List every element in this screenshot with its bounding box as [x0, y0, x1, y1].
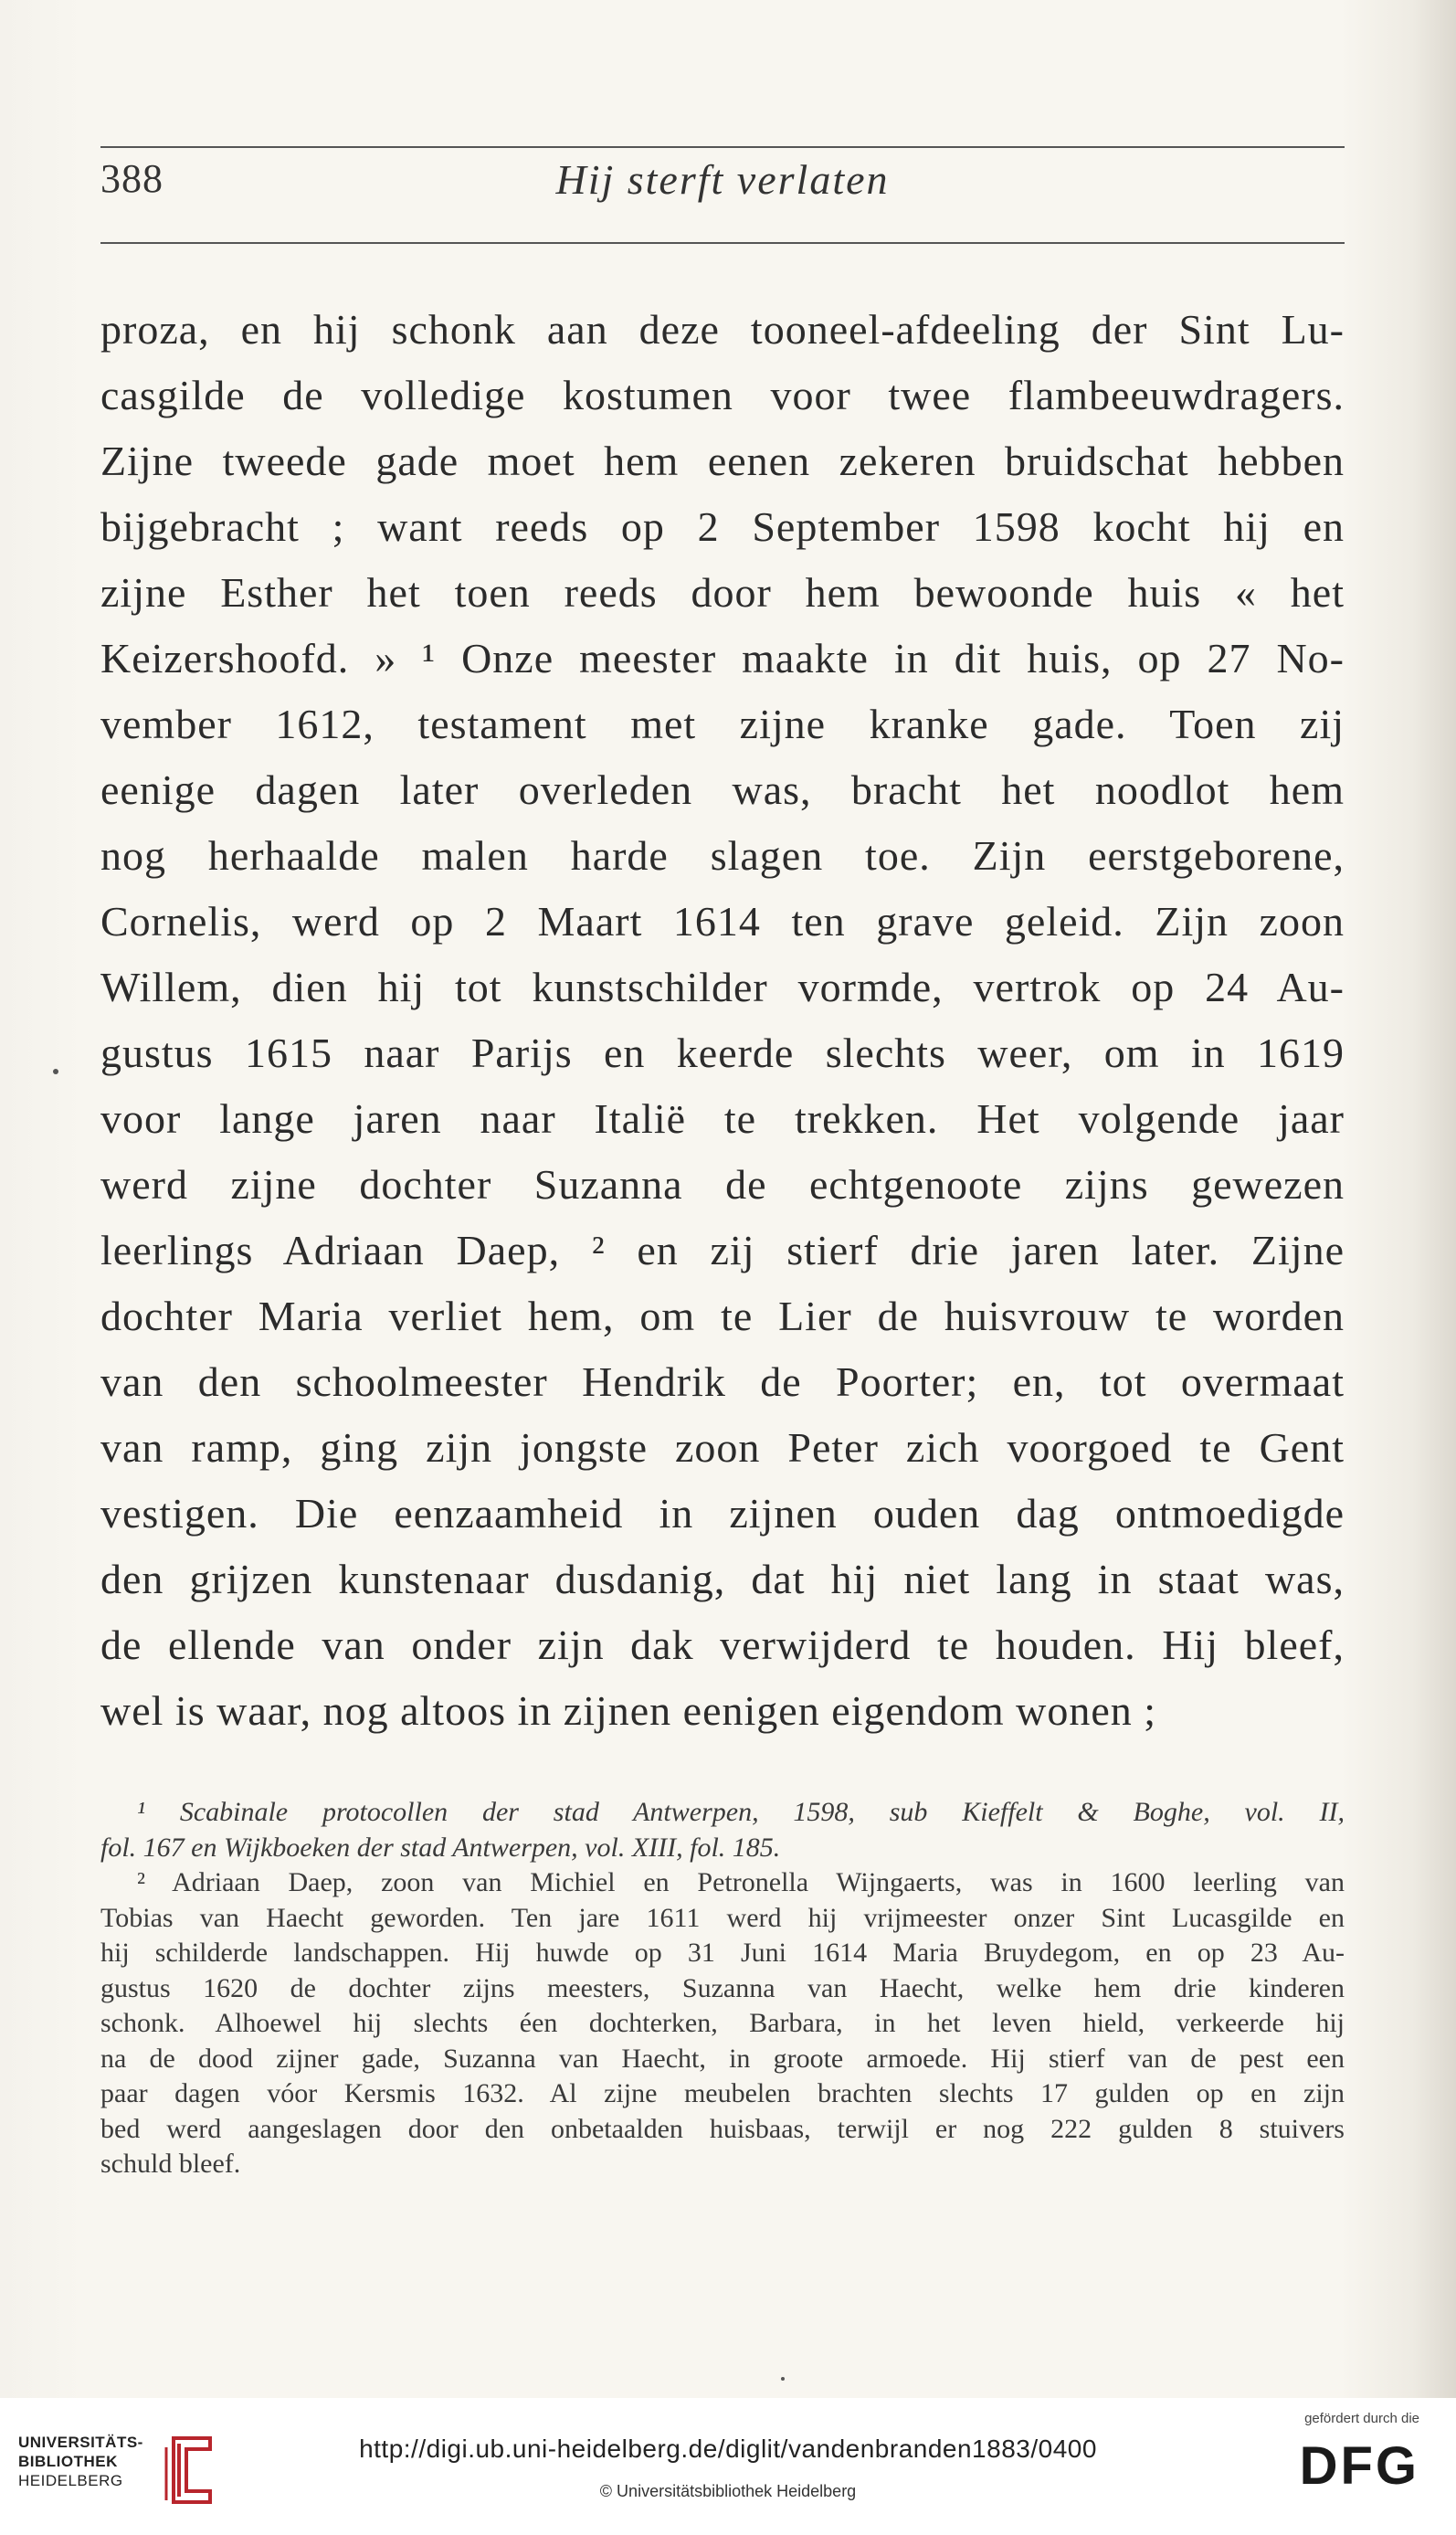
dfg-logo: DFG	[1299, 2436, 1419, 2496]
header-bottom-rule	[100, 242, 1345, 244]
page-number: 388	[100, 156, 164, 201]
library-name-line: HEIDELBERG	[18, 2472, 123, 2489]
footnote-2-line: schuld bleef.	[100, 2149, 241, 2179]
library-name-line: BIBLIOTHEK	[18, 2453, 118, 2470]
body-line: casgilde de volledige kostumen voor twee flambeeuwdragers.	[100, 372, 1345, 418]
body-line: dochter Maria verliet hem, om te Lier de huisvrouw te worden	[100, 1293, 1345, 1339]
funder-note: gefördert durch die	[1304, 2411, 1419, 2426]
source-url-link[interactable]: http://digi.ub.uni-heidelberg.de/diglit/vandenbranden1883/0400	[359, 2435, 1097, 2463]
footnotes	[100, 1795, 1345, 2182]
header-top-rule	[100, 146, 1345, 148]
footnote-2-line: bed werd aangeslagen door den onbetaalden huisbaas, terwijl er nog 222 gulden 8 stuivers	[100, 2113, 1345, 2144]
body-text	[100, 297, 1345, 1744]
footnote-2-line: paar dagen vóor Kersmis 1632. Al zijne meubelen brachten slechts 17 gulden op en zijn	[100, 2078, 1345, 2108]
body-line: den grijzen kunstenaar dusdanig, dat hij niet lang in staat was,	[100, 1556, 1345, 1602]
body-line: van ramp, ging zijn jongste zoon Peter zich voorgoed te Gent	[100, 1424, 1345, 1471]
body-line: Keizershoofd. » ¹ Onze meester maakte in dit huis, op 27 No-	[100, 635, 1345, 681]
body-line: proza, en hij schonk aan deze tooneel-afdeeling der Sint Lu-	[100, 306, 1345, 353]
scan-speck	[53, 1069, 58, 1074]
running-head	[100, 155, 1345, 228]
body-line: wel is waar, nog altoos in zijnen eenigen eigendom wonen ;	[100, 1687, 1157, 1734]
body-line: voor lange jaren naar Italië te trekken. Het volgende jaar	[100, 1095, 1345, 1142]
footnote-2-line: na de dood zijner gade, Suzanna van Haecht, in groote armoede. Hij stierf van de pest een	[100, 2043, 1345, 2074]
body-line: Willem, dien hij tot kunstschilder vormde, vertrok op 24 Au-	[100, 964, 1345, 1010]
digitization-footer	[0, 2398, 1456, 2535]
footnote-2-line: gustus 1620 de dochter zijns meesters, Suzanna van Haecht, welke hem drie kinderen	[100, 1972, 1345, 2003]
copyright-notice: © Universitätsbibliothek Heidelberg	[599, 2482, 857, 2500]
body-line: zijne Esther het toen reeds door hem bewoonde huis « het	[100, 569, 1345, 616]
body-line: van den schoolmeester Hendrik de Poorter; en, tot overmaat	[100, 1358, 1345, 1405]
body-line: de ellende van onder zijn dak verwijderd te houden. Hij bleef,	[100, 1621, 1345, 1668]
footnote-2-line: hij schilderde landschappen. Hij huwde op 31 Juni 1614 Maria Bruydegom, en op 23 Au-	[100, 1938, 1345, 1968]
running-title: Hij sterft verlaten	[555, 156, 890, 203]
funder-block	[1255, 2409, 1419, 2519]
scan-speck	[781, 2377, 785, 2381]
body-line: leerlings Adriaan Daep, ² en zij stierf drie jaren later. Zijne	[100, 1227, 1345, 1273]
body-line: gustus 1615 naar Parijs en keerde slechts weer, om in 1619	[100, 1030, 1345, 1076]
body-line: vember 1612, testament met zijne kranke gade. Toen zij	[100, 701, 1345, 747]
footnote-2-line: ² Adriaan Daep, zoon van Michiel en Petronella Wijngaerts, was in 1600 leerling van	[137, 1867, 1345, 1897]
body-line: eenige dagen later overleden was, bracht het noodlot hem	[100, 766, 1345, 813]
library-name-line: UNIVERSITÄTS-	[18, 2434, 143, 2451]
footnote-2-line: schonk. Alhoewel hij slechts éen dochterken, Barbara, in het leven hield, verkeerde hij	[100, 2008, 1345, 2038]
footnote-1-line: fol. 167 en Wijkboeken der stad Antwerpen, vol. XIII, fol. 185.	[100, 1832, 781, 1863]
body-line: Cornelis, werd op 2 Maart 1614 ten grave geleid. Zijn zoon	[100, 898, 1345, 945]
body-line: vestigen. Die eenzaamheid in zijnen ouden dag ontmoedigde	[100, 1490, 1345, 1537]
body-line: werd zijne dochter Suzanna de echtgenoote zijns gewezen	[100, 1161, 1345, 1208]
footnote-1-line: ¹ Scabinale protocollen der stad Antwerpen, 1598, sub Kieffelt & Boghe, vol. II,	[137, 1797, 1345, 1827]
body-line: nog herhaalde malen harde slagen toe. Zijn eerstgeborene,	[100, 832, 1345, 879]
body-line: Zijne tweede gade moet hem eenen zekeren bruidschat hebben	[100, 438, 1345, 484]
body-line: bijgebracht ; want reeds op 2 September 1598 kocht hij en	[100, 503, 1345, 550]
footnote-2-line: Tobias van Haecht geworden. Ten jare 1611 werd hij vrijmeester onzer Sint Lucasgilde en	[100, 1902, 1345, 1933]
